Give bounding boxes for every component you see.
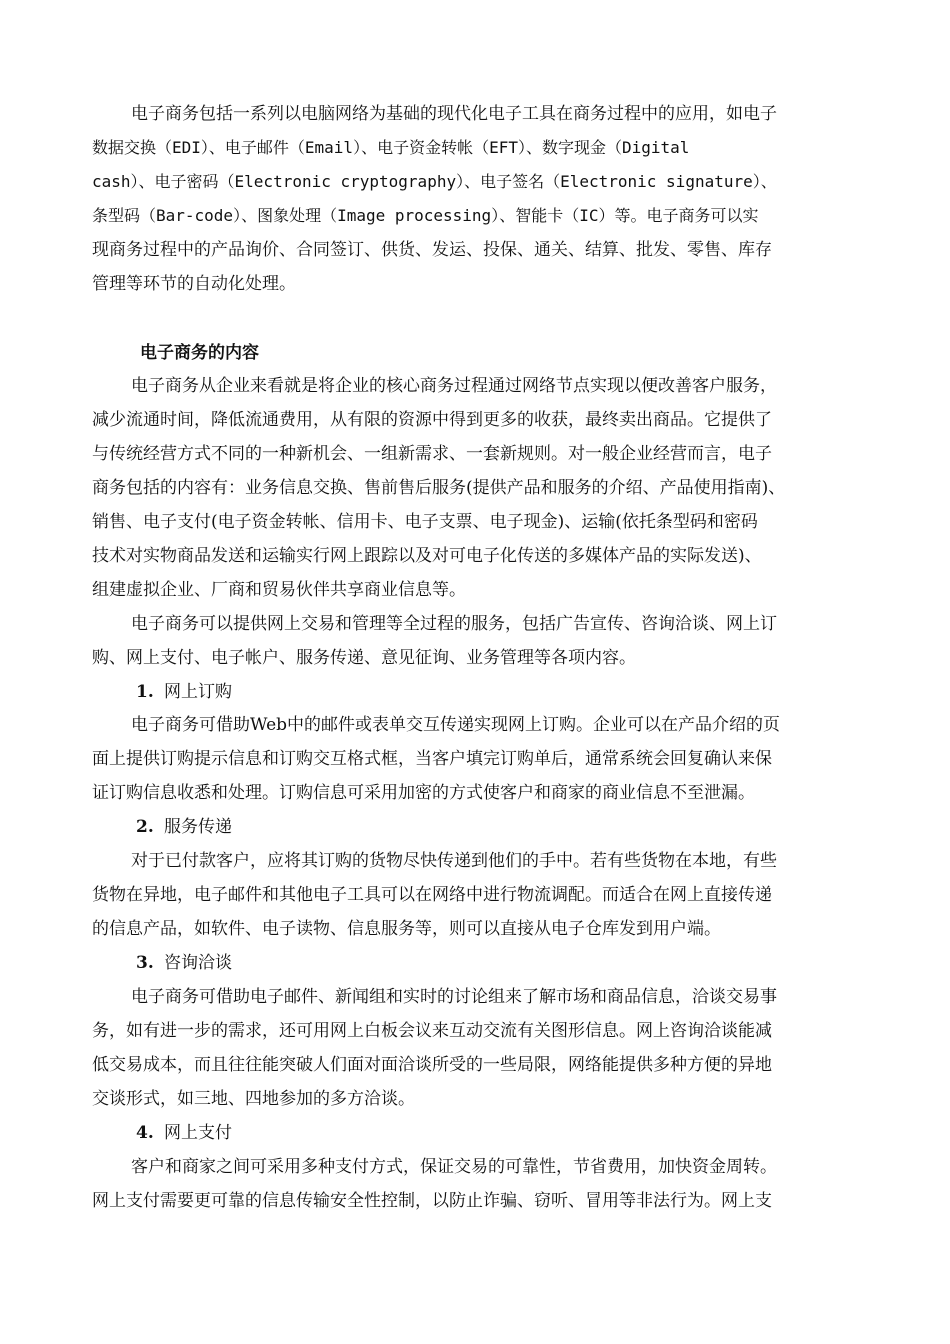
item-2-line-1: 对于已付款客户，应将其订购的货物尽快传递到他们的手中。若有些货物在本地，有些 <box>131 851 777 871</box>
item-4-line-1: 客户和商家之间可采用多种支付方式，保证交易的可靠性，节省费用，加快资金周转。 <box>131 1157 777 1177</box>
item-4-number: 4. <box>136 1123 154 1143</box>
para1-line-1: 电子商务从企业来看就是将企业的核心商务过程通过网络节点实现以便改善客户服务， <box>131 376 777 396</box>
item-1-heading <box>136 680 232 704</box>
item-2-number: 2. <box>136 817 154 837</box>
intro-line-5: 现商务过程中的产品询价、合同签订、供货、发运、投保、通关、结算、批发、零售、库存 <box>92 240 772 260</box>
item-1-line-2: 面上提供订购提示信息和订购交互格式框，当客户填完订购单后，通常系统会回复确认来保 <box>92 749 772 769</box>
para1-line-2: 减少流通时间，降低流通费用，从有限的资源中得到更多的收获，最终卖出商品。它提供了 <box>92 410 772 430</box>
para2-line-2: 购、网上支付、电子帐户、服务传递、意见征询、业务管理等各项内容。 <box>92 648 636 668</box>
item-4-heading <box>136 1121 232 1145</box>
item-4-line-2: 网上支付需要更可靠的信息传输安全性控制，以防止诈骗、窃听、冒用等非法行为。网上支 <box>92 1191 772 1211</box>
item-4-title: 网上支付 <box>164 1123 232 1143</box>
item-3-line-4: 交谈形式，如三地、四地参加的多方洽谈。 <box>92 1089 415 1109</box>
para1-line-3: 与传统经营方式不同的一种新机会、一组新需求、一套新规则。对一般企业经营而言，电子 <box>92 444 772 464</box>
item-2-line-2: 货物在异地，电子邮件和其他电子工具可以在网络中进行物流调配。而适合在网上直接传递 <box>92 885 772 905</box>
intro-line-2: 数据交换（EDI）、电子邮件（Email）、电子资金转帐（EFT）、数字现金（Digital <box>92 138 690 157</box>
item-3-line-3: 低交易成本，而且往往能突破人们面对面洽谈所受的一些局限，网络能提供多种方便的异地 <box>92 1055 772 1075</box>
para1-line-6: 技术对实物商品发送和运输实行网上跟踪以及对可电子化传送的多媒体产品的实际发送)、 <box>92 546 762 566</box>
item-3-line-2: 务，如有进一步的需求，还可用网上白板会议来互动交流有关图形信息。网上咨询洽谈能减 <box>92 1021 772 1041</box>
item-3-title: 咨询洽谈 <box>164 953 232 973</box>
intro-line-4: 条型码（Bar-code）、图象处理（Image processing）、智能卡（IC）等。电子商务可以实 <box>92 206 759 225</box>
item-3-heading <box>136 951 232 975</box>
intro-line-1: 电子商务包括一系列以电脑网络为基础的现代化电子工具在商务过程中的应用，如电子 <box>131 104 777 124</box>
item-1-line-1: 电子商务可借助Web中的邮件或表单交互传递实现网上订购。企业可以在产品介绍的页 <box>131 715 781 735</box>
item-1-title: 网上订购 <box>164 682 232 702</box>
para2-line-1: 电子商务可以提供网上交易和管理等全过程的服务，包括广告宣传、咨询洽谈、网上订 <box>131 614 777 634</box>
item-3-number: 3. <box>136 953 154 973</box>
item-2-title: 服务传递 <box>164 817 232 837</box>
intro-line-3: cash）、电子密码（Electronic cryptography）、电子签名（Electronic signature）、 <box>92 172 777 191</box>
item-1-number: 1. <box>136 682 154 702</box>
item-3-line-1: 电子商务可借助电子邮件、新闻组和实时的讨论组来了解市场和商品信息，洽谈交易事 <box>131 987 777 1007</box>
para1-line-4: 商务包括的内容有：业务信息交换、售前售后服务(提供产品和服务的介绍、产品使用指南)、 <box>92 478 786 498</box>
item-2-heading <box>136 815 232 839</box>
item-2-line-3: 的信息产品，如软件、电子读物、信息服务等，则可以直接从电子仓库发到用户端。 <box>92 919 721 939</box>
para1-line-7: 组建虚拟企业、厂商和贸易伙伴共享商业信息等。 <box>92 580 466 600</box>
item-1-line-3: 证订购信息收悉和处理。订购信息可采用加密的方式使客户和商家的商业信息不至泄漏。 <box>92 783 755 803</box>
para1-line-5: 销售、电子支付(电子资金转帐、信用卡、电子支票、电子现金)、运输(依托条型码和密码 <box>92 512 758 532</box>
section-title: 电子商务的内容 <box>140 343 259 363</box>
intro-line-6: 管理等环节的自动化处理。 <box>92 274 296 294</box>
